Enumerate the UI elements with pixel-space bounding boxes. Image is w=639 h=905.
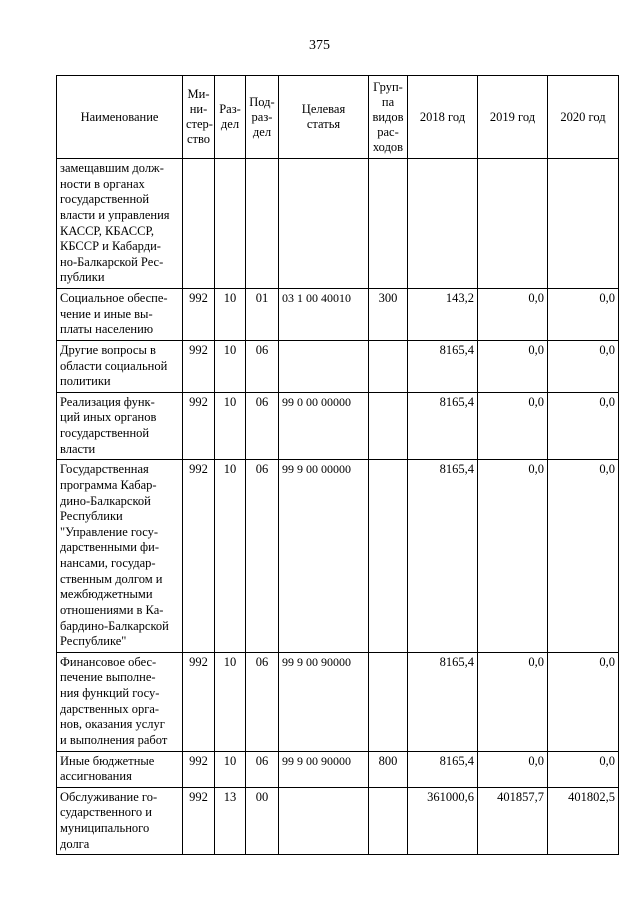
table-header-row <box>57 76 619 159</box>
cell-subsection: 06 <box>246 751 279 787</box>
page-number: 375 <box>309 38 330 53</box>
cell-name: Иные бюджетные ассигнования <box>57 751 183 787</box>
cell-target: 99 9 00 90000 <box>279 652 369 751</box>
budget-table <box>56 75 619 855</box>
header-2019: 2019 год <box>478 76 548 159</box>
header-2018: 2018 год <box>408 76 478 159</box>
cell-target: 03 1 00 40010 <box>279 289 369 341</box>
cell-ministry <box>183 159 215 289</box>
cell-section: 10 <box>215 392 246 460</box>
cell-section: 10 <box>215 751 246 787</box>
cell-2020: 0,0 <box>548 751 619 787</box>
cell-target: 99 9 00 90000 <box>279 751 369 787</box>
header-ministry: Ми- ни- стер- ство <box>183 76 215 159</box>
cell-2019: 0,0 <box>478 652 548 751</box>
table-row <box>57 289 619 341</box>
table-row <box>57 787 619 855</box>
cell-name: Обслуживание го- сударственного и муниципального долга <box>57 787 183 855</box>
cell-ministry: 992 <box>183 751 215 787</box>
cell-target <box>279 159 369 289</box>
cell-ministry: 992 <box>183 392 215 460</box>
cell-name: замещавшим долж- ности в органах государственной власти и управления КАССР, КБАССР, КБССР и Кабарди- но-Балкарской Рес- публики <box>57 159 183 289</box>
cell-2018: 361000,6 <box>408 787 478 855</box>
cell-group: 800 <box>369 751 408 787</box>
cell-2019: 0,0 <box>478 392 548 460</box>
cell-2019: 0,0 <box>478 460 548 653</box>
cell-name: Государственная программа Кабар- дино-Балкарской Республики "Управление госу- дарственными фи- нансами, государ- ственным долгом и межбюджетными отношениями в Ка- бардино-Балкарской Республике" <box>57 460 183 653</box>
cell-2020: 0,0 <box>548 340 619 392</box>
cell-ministry: 992 <box>183 340 215 392</box>
cell-2020: 0,0 <box>548 392 619 460</box>
cell-subsection: 01 <box>246 289 279 341</box>
header-target: Целевая статья <box>279 76 369 159</box>
cell-group: 300 <box>369 289 408 341</box>
cell-2018: 8165,4 <box>408 460 478 653</box>
cell-section: 10 <box>215 289 246 341</box>
header-name: Наименование <box>57 76 183 159</box>
cell-name: Финансовое обес- печение выполне- ния функций госу- дарственных орга- нов, оказания услуг и выполнения работ <box>57 652 183 751</box>
cell-subsection: 06 <box>246 460 279 653</box>
cell-ministry: 992 <box>183 289 215 341</box>
cell-2019: 0,0 <box>478 751 548 787</box>
cell-subsection: 00 <box>246 787 279 855</box>
cell-section: 13 <box>215 787 246 855</box>
cell-2020: 0,0 <box>548 289 619 341</box>
cell-group <box>369 787 408 855</box>
cell-2018: 8165,4 <box>408 652 478 751</box>
cell-2020: 401802,5 <box>548 787 619 855</box>
cell-2019: 401857,7 <box>478 787 548 855</box>
cell-section: 10 <box>215 340 246 392</box>
cell-2018: 8165,4 <box>408 392 478 460</box>
cell-subsection: 06 <box>246 392 279 460</box>
cell-section <box>215 159 246 289</box>
header-section: Раз- дел <box>215 76 246 159</box>
cell-ministry: 992 <box>183 787 215 855</box>
cell-2018: 8165,4 <box>408 751 478 787</box>
cell-target: 99 0 00 00000 <box>279 392 369 460</box>
cell-subsection: 06 <box>246 652 279 751</box>
cell-2018: 8165,4 <box>408 340 478 392</box>
table-row <box>57 340 619 392</box>
cell-subsection: 06 <box>246 340 279 392</box>
cell-section: 10 <box>215 652 246 751</box>
header-2020: 2020 год <box>548 76 619 159</box>
cell-section: 10 <box>215 460 246 653</box>
cell-group <box>369 652 408 751</box>
cell-target: 99 9 00 00000 <box>279 460 369 653</box>
cell-2020 <box>548 159 619 289</box>
cell-2020: 0,0 <box>548 652 619 751</box>
header-group: Груп- па видов рас- ходов <box>369 76 408 159</box>
cell-name: Реализация функ- ций иных органов государственной власти <box>57 392 183 460</box>
cell-name: Другие вопросы в области социальной политики <box>57 340 183 392</box>
cell-group <box>369 460 408 653</box>
cell-2019: 0,0 <box>478 289 548 341</box>
table-row <box>57 460 619 653</box>
cell-ministry: 992 <box>183 460 215 653</box>
header-subsection: Под- раз- дел <box>246 76 279 159</box>
cell-2018 <box>408 159 478 289</box>
cell-2020: 0,0 <box>548 460 619 653</box>
cell-group <box>369 340 408 392</box>
table-row <box>57 159 619 289</box>
cell-2018: 143,2 <box>408 289 478 341</box>
cell-2019 <box>478 159 548 289</box>
cell-group <box>369 392 408 460</box>
table-row <box>57 392 619 460</box>
cell-target <box>279 340 369 392</box>
cell-name: Социальное обеспе- чение и иные вы- платы населению <box>57 289 183 341</box>
cell-subsection <box>246 159 279 289</box>
cell-group <box>369 159 408 289</box>
table-row <box>57 652 619 751</box>
cell-ministry: 992 <box>183 652 215 751</box>
cell-target <box>279 787 369 855</box>
table-row <box>57 751 619 787</box>
cell-2019: 0,0 <box>478 340 548 392</box>
